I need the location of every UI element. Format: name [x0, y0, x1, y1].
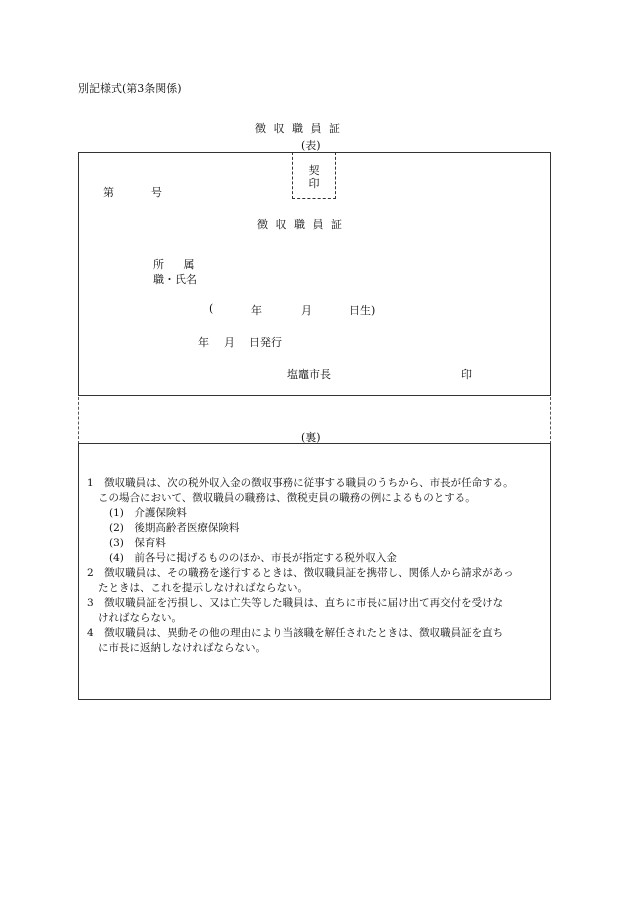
tally-seal-box [292, 152, 336, 199]
issue-year: 年 [198, 336, 209, 349]
sub-item-2: (2) 後期高齢者医療保険料 [109, 522, 240, 534]
issue-day: 日発行 [249, 336, 282, 349]
item-1-line-2: この場合において、徴収職員の職務は、徴税吏員の職務の例によるものとする。 [98, 492, 476, 504]
sub-item-4: (4) 前各号に掲げるもののほか、市長が指定する税外収入金 [109, 552, 397, 564]
number-prefix: 第 [103, 186, 114, 199]
document-title: 徴 収 職 員 証 [255, 122, 342, 135]
birth-day: 日生) [349, 304, 376, 317]
item-4-line-2: に市長に返納しなければならない。 [98, 642, 266, 654]
item-2-line-1: 2 徴収職員は、その職務を遂行するときは、徴収職員証を携帯し、関係人から請求があっ [87, 567, 514, 579]
item-2-line-2: たときは、これを提示しなければならない。 [98, 582, 308, 594]
back-side-label: (裏) [301, 431, 321, 444]
position-name-label: 職・氏名 [153, 273, 197, 286]
front-side-label: (表) [301, 139, 321, 152]
item-4-line-1: 4 徴収職員は、異動その他の理由により当該職を解任されたときは、徴収職員証を直ち [87, 627, 504, 639]
card-title: 徴 収 職 員 証 [257, 218, 344, 231]
birth-month: 月 [301, 304, 312, 317]
card-back [78, 443, 551, 700]
number-suffix: 号 [151, 186, 162, 199]
tally-seal-top: 契 [308, 164, 320, 177]
issue-month: 月 [224, 336, 235, 349]
item-3-line-1: 3 徴収職員証を汚損し、又は亡失等した職員は、直ちに市長に届け出て再交付を受けな [87, 597, 504, 609]
birth-year: 年 [251, 304, 262, 317]
affiliation-label: 所 属 [153, 258, 203, 271]
sub-item-1: (1) 介護保険料 [109, 507, 187, 519]
sub-item-3: (3) 保育料 [109, 537, 166, 549]
tally-seal-bottom: 印 [308, 177, 320, 190]
issuer-seal-mark: 印 [461, 368, 472, 381]
item-3-line-2: ければならない。 [98, 612, 182, 624]
birth-open: ( [209, 302, 214, 315]
item-1-line-1: 1 徴収職員は、次の税外収入金の徴収事務に従事する職員のうちから、市長が任命する。 [87, 477, 514, 489]
form-reference-note: 別記様式(第3条関係) [78, 82, 182, 95]
issuer-name: 塩竈市長 [287, 368, 331, 381]
